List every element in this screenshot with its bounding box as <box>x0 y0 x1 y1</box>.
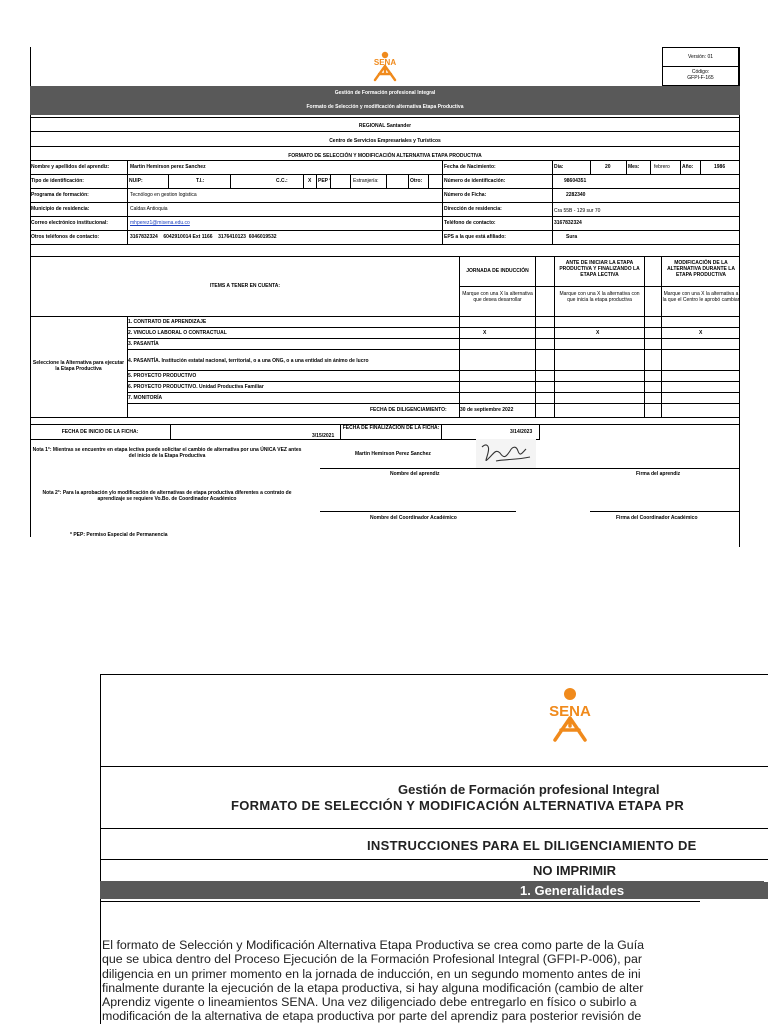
code-value: GFPI-F-165 <box>687 75 714 81</box>
program-value[interactable]: Tecnólogo en gestion logistica <box>130 192 197 198</box>
address-label: Dirección de residencia: <box>444 206 502 212</box>
cc-option[interactable]: C.C.: <box>276 178 288 184</box>
band-subtitle: Formato de Selección y modificación alternativa Etapa Productiva <box>306 104 464 110</box>
ti-option[interactable]: T.I.: <box>196 178 205 184</box>
body-line: finalmente durante la ejecución de la etapa productiva, si hay alguna modificación (cambio de alter <box>102 980 644 995</box>
start-value[interactable]: 3/15/2021 <box>312 433 335 439</box>
pep-option[interactable]: PEP * <box>318 178 332 184</box>
eps-value[interactable]: Sura <box>566 234 578 240</box>
code-label: Código: <box>691 69 710 75</box>
pep-note: * PEP: Permiso Especial de Permanencia <box>70 532 168 538</box>
year-label: Año: <box>682 164 694 170</box>
city-value[interactable]: Caldas Antioquia <box>130 206 168 212</box>
ficha-value[interactable]: 2282340 <box>566 192 586 198</box>
coord-sign-label: Firma del Coordinador Académico <box>616 515 698 521</box>
p2-section: 1. Generalidades <box>520 883 625 898</box>
body-line: modificación de la alternativa de etapa productiva por parte del aprendiz para posterior revisión de <box>102 1009 642 1024</box>
col1-desc: Marque con una X la alternativa que desea desarrollar <box>462 291 533 303</box>
form-title: FORMATO DE SELECCIÓN Y MODIFICACIÓN ALTERNATIVA ETAPA PRODUCTIVA <box>288 153 482 159</box>
apprentice-name[interactable]: Martin Hemirson Perez Sanchez <box>355 451 431 457</box>
other-phones-value[interactable]: 3167832324 6042910014 Ext 1166 3176410123 6046019532 <box>130 234 277 240</box>
regional: REGIONAL Santander <box>358 123 412 129</box>
body-line: diligencia en un primer momento en la jornada de inducción, en un segundo momento antes de ini <box>102 966 641 981</box>
year-value[interactable]: 1986 <box>714 164 726 170</box>
p2-body <box>102 938 644 1024</box>
instructions-page <box>100 674 768 1024</box>
dob-label: Fecha de Nacimiento: <box>444 164 496 170</box>
apprentice-sign-label: Firma del aprendiz <box>636 471 681 477</box>
coord-name-label: Nombre del Coordinador Académico <box>370 515 457 521</box>
foreign-option[interactable]: Estranjería: <box>353 178 379 184</box>
version-text: Versión: 01 <box>687 54 714 60</box>
p2-no-print: NO IMPRIMIR <box>533 863 617 878</box>
form-page-1 <box>30 47 740 547</box>
idnum-value[interactable]: 98604351 <box>564 178 587 184</box>
note-2: Nota 2°: Para la aprobación y/o modificación de alternativas de etapa productiva diferentes a contrato de aprendizaje se requiere Vo.Bo. de Coordinador Académico <box>42 490 292 502</box>
phone-label: Teléfono de contacto: <box>444 220 496 226</box>
other-option[interactable]: Otro: <box>410 178 423 184</box>
option-1[interactable]: 1. CONTRATO DE APRENDIZAJE <box>128 319 207 325</box>
sena-wordmark-large: SENA <box>549 703 591 720</box>
nuip-option[interactable]: NUIP: <box>129 178 143 184</box>
option-4[interactable]: 4. PASANTÍA. Institución estatal nacional, territorial, o a una ONG, o a una entidad sin ánimo de lucro <box>128 358 369 364</box>
col3-desc: Marque con una X la alternativa a la que el Centro le aprobó cambiar <box>662 291 740 303</box>
address-value[interactable]: Cra 55B - 129 sur 70 <box>554 208 601 214</box>
name-label: Nombre y apellidos del aprendiz: <box>31 164 110 170</box>
sena-logo-large <box>541 686 599 747</box>
section-band-end <box>700 882 768 899</box>
body-line: El formato de Selección y Modificación Alternativa Etapa Productiva se crea como parte de la Guía <box>102 938 645 952</box>
month-value[interactable]: febrero <box>654 164 670 170</box>
day-value[interactable]: 20 <box>605 164 611 170</box>
ficha-label: Número de Ficha: <box>444 192 487 198</box>
option-5[interactable]: 5. PROYECTO PRODUCTIVO <box>128 373 197 379</box>
section-band <box>100 881 764 899</box>
end-value[interactable]: 3/14/2023 <box>510 429 533 435</box>
note-1: Nota 1°: Mientras se encuentre en etapa lectiva puede solicitar el cambio de alternativa por una ÚNICA VEZ antes del inicio de la Etapa Productiva <box>32 447 302 459</box>
col2-desc: Marque con una X la alternativa con que inicia la etapa productiva <box>559 291 640 303</box>
mark-induction[interactable]: X <box>483 330 487 336</box>
idnum-label: Número de identificación: <box>444 178 506 184</box>
body-line: que se ubica dentro del Proceso Ejecución de la Formación Profesional Integral (GFPI-P-006), par <box>102 952 642 967</box>
other-phones-label: Otros teléfonos de contacto: <box>31 234 100 240</box>
option-7[interactable]: 7. MONITORÍA <box>128 395 163 401</box>
mark-modify[interactable]: X <box>699 330 703 336</box>
p2-instructions: INSTRUCCIONES PARA EL DILIGENCIAMIENTO DE <box>367 838 697 853</box>
end-label: FECHA DE FINALIZACIÓN DE LA FICHA: <box>342 425 440 431</box>
email-label: Correo electrónico institucional: <box>31 220 108 226</box>
body-line: Aprendiz vigente o lineamientos SENA. Una vez diligenciado debe entregarlo en físico o subirlo a <box>102 995 637 1010</box>
cc-mark[interactable]: X <box>308 178 312 184</box>
band-title: Gestión de Formación profesional Integral <box>334 90 436 96</box>
apprentice-name-label: Nombre del aprendiz <box>390 471 440 477</box>
start-label: FECHA DE INICIO DE LA FICHA: <box>61 429 139 435</box>
items-header: ITEMS A TENER EN CUENTA: <box>209 283 281 289</box>
sena-logo <box>363 50 407 84</box>
mark-start[interactable]: X <box>596 330 600 336</box>
center-name: Centro de Servicios Empresariales y Turísticos <box>329 138 441 144</box>
name-value[interactable]: Martin Hemirson perez Sanchez <box>130 164 206 170</box>
sena-wordmark: SENA <box>373 58 397 67</box>
select-label: Seleccione la Alternativa para ejecutar la Etapa Productiva <box>32 360 125 372</box>
eps-label: EPS a la que está afiliado: <box>444 234 506 240</box>
day-label: Día: <box>554 164 564 170</box>
col1-title: JORNADA DE INDUCCIÓN <box>466 268 529 274</box>
option-2[interactable]: 2. VINCULO LABORAL O CONTRACTUAL <box>128 330 227 336</box>
col2-title: ANTE DE INICIAR LA ETAPA PRODUCTIVA Y FINALIZANDO LA ETAPA LECTIVA <box>559 260 640 278</box>
option-3[interactable]: 3. PASANTÍA <box>128 341 159 347</box>
phone-value[interactable]: 3167832324 <box>554 220 582 226</box>
apprentice-signature <box>476 439 536 469</box>
idtype-label: Tipo de identificación: <box>31 178 84 184</box>
email-value[interactable]: mhperez1@misena.edu.co <box>130 220 190 226</box>
col3-title: MODIFICACIÓN DE LA ALTERNATIVA DURANTE LA ETAPA PRODUCTIVA <box>667 260 735 278</box>
option-6[interactable]: 6. PROYECTO PRODUCTIVO. Unidad Productiva Familiar <box>128 384 264 390</box>
city-label: Municipio de residencia: <box>31 206 90 212</box>
month-label: Mes: <box>628 164 640 170</box>
p2-subtitle: FORMATO DE SELECCIÓN Y MODIFICACIÓN ALTERNATIVA ETAPA PR <box>231 798 685 813</box>
p2-title: Gestión de Formación profesional Integral <box>398 782 660 797</box>
diligencia-label: FECHA DE DILIGENCIAMIENTO: <box>370 407 447 413</box>
diligencia-value[interactable]: 30 de septiembre 2022 <box>460 407 514 413</box>
program-label: Programa de formación: <box>31 192 89 198</box>
